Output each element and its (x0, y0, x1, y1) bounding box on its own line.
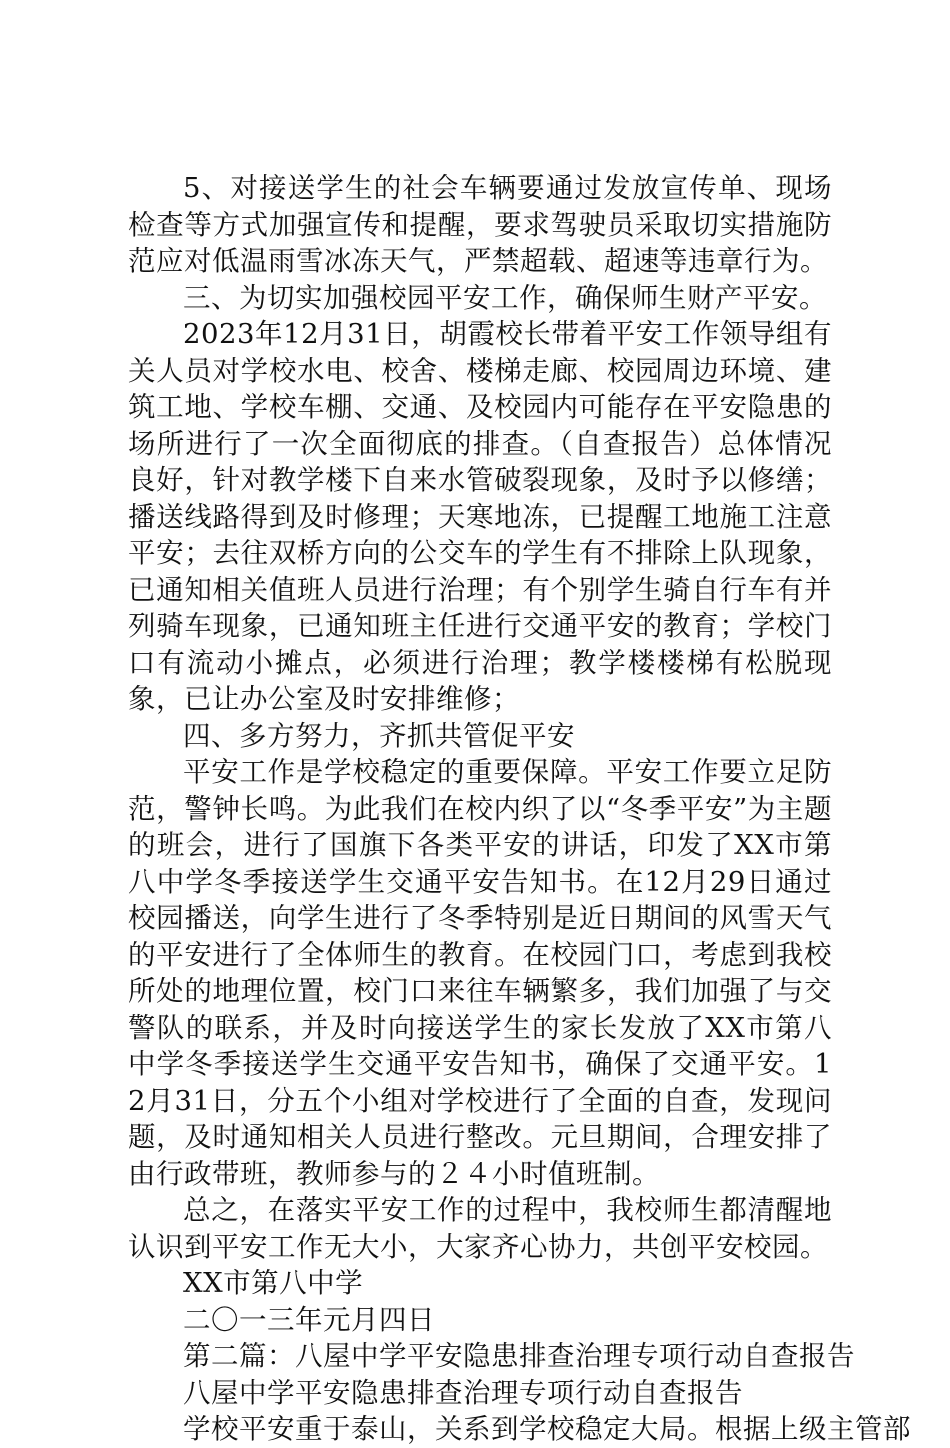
paragraph-inspection: 2023年12月31日，胡霞校长带着平安工作领导组有关人员对学校水电、校舍、楼梯走廊、校园周边环境、建筑工地、学校车棚、交通、及校园内可能存在平安隐患的场所进行了一次全面彻底的排查。（自查报告）总体情况良好，针对教学楼下自来水管破裂现象，及时予以修缮；播送线路得到及时修理；天寒地冻，已提醒工地施工注意平安；去往双桥方向的公交车的学生有不排除上队现象，已通知相关值班人员进行治理；有个别学生骑自行车有并列骑车现象，已通知班主任进行交通平安的教育；学校门口有流动小摊点，必须进行治理；教学楼楼梯有松脱现象，已让办公室及时安排维修； (128, 318, 832, 715)
section-title: 八屋中学平安隐患排查治理专项行动自查报告 (183, 1376, 743, 1409)
heading-section-four: 四、多方努力，齐抓共管促平安 (183, 719, 575, 752)
closing-paragraph: 学校平安重于泰山，关系到学校稳定大局。根据上级主管部 (183, 1413, 911, 1445)
document-body (128, 170, 911, 1448)
paragraph-safety-work: 平安工作是学校稳定的重要保障。平安工作要立足防范，警钟长鸣。为此我们在校内织了以“冬季平安”为主题的班会，进行了国旗下各类平安的讲话，印发了XX市第八中学冬季接送学生交通平安告知书。在12月29日通过校园播送，向学生进行了冬季特别是近日期间的风雪天气的平安进行了全体师生的教育。在校园门口，考虑到我校所处的地理位置，校门口来往车辆繁多，我们加强了与交警队的联系，并及时向接送学生的家长发放了XX市第八中学冬季接送学生交通平安告知书，确保了交通平安。12月31日，分五个小组对学校进行了全面的自查，发现问题，及时通知相关人员进行整改。元旦期间，合理安排了由行政带班，教师参与的２４小时值班制。 (128, 756, 832, 1190)
heading-section-three: 三、为切实加强校园平安工作，确保师生财产平安。 (183, 281, 827, 314)
paragraph-summary: 总之，在落实平安工作的过程中，我校师生都清醒地认识到平安工作无大小，大家齐心协力，共创平安校园。 (128, 1194, 832, 1263)
paragraph-item-5: 5、对接送学生的社会车辆要通过发放宣传单、现场检查等方式加强宣传和提醒，要求驾驶员采取切实措施防范应对低温雨雪冰冻天气，严禁超载、超速等违章行为。 (128, 172, 832, 277)
signature-date: 二〇一三年元月四日 (183, 1303, 435, 1336)
signature-school: XX市第八中学 (183, 1267, 364, 1299)
section-heading: 第二篇：八屋中学平安隐患排查治理专项行动自查报告 (183, 1340, 855, 1372)
